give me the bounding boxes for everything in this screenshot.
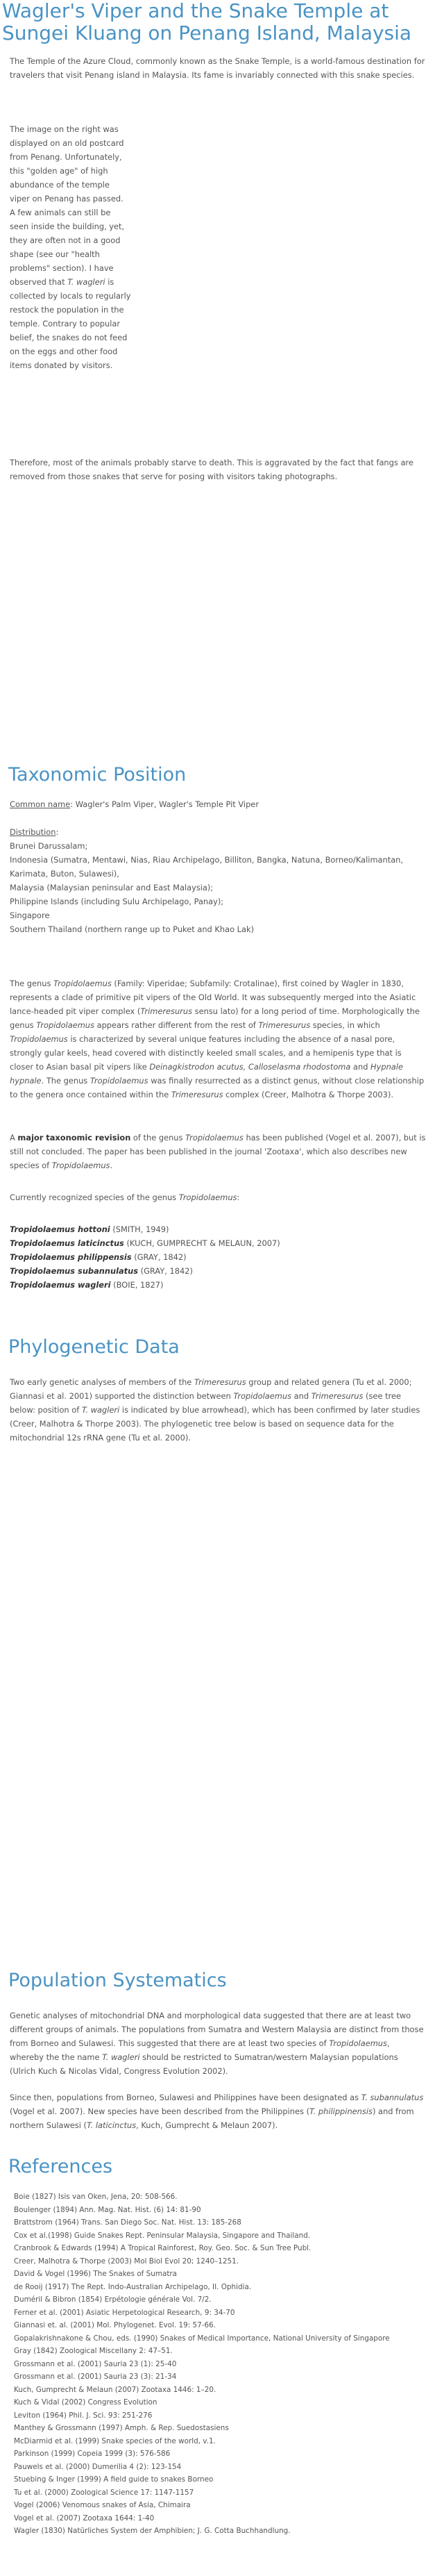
distribution-block: Distribution: Brunei Darussalam; Indonesia (Sumatra, Mentawi, Nias, Riau Archipelago, Billiton, Bangka, Natuna, Borneo/Kalimantan, Karimata, Buton, Sulawesi), Malaysia (Malaysian peninsular and East Malaysia); Philippine Islands (including Sulu Archipelago, Panay); Singapore Southern Thailand (northern range up to Puket and Khao Lak) bbox=[10, 825, 426, 936]
population-heading: Population Systematics bbox=[8, 1970, 227, 1991]
population-paragraph-1: Genetic analyses of mitochondrial DNA and morphological data suggested that there are at least two different groups of animals. The populations from Sumatra and Western Malaysia are distinct from those from Borneo and Sulawesi. This suggested that there are at least two species of Tropidolaemus, whereby the the name T. wagleri should be restricted to Sumatran/western Malaysian populations (Ulrich Kuch & Nicolas Vidal, Congress Evolution 2002). bbox=[10, 2011, 424, 2076]
references-list bbox=[14, 2191, 430, 2538]
reference-item: Manthey & Grossmann (1997) Amph. & Rep. Suedostasiens bbox=[14, 2424, 229, 2432]
common-name-line bbox=[10, 797, 426, 811]
reference-item: Gopalakrishnakone & Chou, eds. (1990) Snakes of Medical Importance, National University of Singapore bbox=[14, 2334, 390, 2343]
reference-item: Cranbrook & Edwards (1994) A Tropical Rainforest, Roy. Geo. Soc. & Sun Tree Publ. bbox=[14, 2244, 312, 2252]
common-name-label: Common name bbox=[10, 799, 71, 809]
references-section bbox=[0, 2156, 435, 2178]
photo-followup-text: Therefore, most of the animals probably starve to death. This is aggravated by the fact that fangs are removed from those snakes that serve for posing with visitors taking photographs. bbox=[10, 458, 413, 481]
recognized-paragraph: Currently recognized species of the genus Tropidolaemus: bbox=[10, 1193, 240, 1202]
species-item: Tropidolaemus hottoni (SMITH, 1949) bbox=[10, 1224, 169, 1234]
intro-paragraph bbox=[10, 54, 426, 82]
reference-item: Boie (1827) Isis van Oken, Jena, 20: 508-566. bbox=[14, 2193, 178, 2201]
photo-description bbox=[10, 122, 426, 372]
species-item: Tropidolaemus subannulatus (GRAY, 1842) bbox=[10, 1266, 193, 1276]
species-item: Tropidolaemus wagleri (BOIE, 1827) bbox=[10, 1280, 164, 1290]
reference-item: Gray (1842) Zoological Miscellany 2: 47–51. bbox=[14, 2347, 173, 2355]
phylogenetic-paragraph: Two early genetic analyses of members of the Trimeresurus group and related genera (Tu et al. 2000; Giannasi et al. 2001) supported the distinction between Tropidolaemus and Trimeresurus (see tree below: position of T. wagleri is indicated by blue arrowhead), which has been confirmed by later studies (Creer, Malhotra & Thorpe 2003). The phylogenetic tree below is based on sequence data for the mitochondrial 12s rRNA gene (Tu et al. 2000). bbox=[10, 1377, 420, 1443]
photo-followup bbox=[10, 456, 426, 483]
revision-paragraph: A major taxonomic revision of the genus Tropidolaemus has been published (Vogel et al. 2007), but is still not concluded. The paper has been published in the journal 'Zootaxa', which also describes new species of Tropidolaemus. bbox=[10, 1133, 426, 1170]
phylogenetic-heading: Phylogenetic Data bbox=[8, 1336, 180, 1358]
genus-paragraph: The genus Tropidolaemus (Family: Viperidae; Subfamily: Crotalinae), first coined by Wagler in 1830, represents a clade of primitive pit vipers of the Old World. It was subsequently merged into the Asiatic lance-headed pit viper complex (Trimeresurus sensu lato) for a long period of time. Morphologically the genus Tropidolaemus appears rather different from the rest of Trimeresurus species, in which Tropidolaemus is characterized by several unique features including the absence of a nasal pore, strongly gular keels, head covered with distinctly keeled small scales, and a hemipenis type that is closer to Asian basal pit vipers like Deinagkistrodon acutus, Calloselasma rhodostoma and Hypnale hypnale. The genus Tropidolaemus was finally resurrected as a distinct genus, without close relationship to the genera once contained within the Trimeresurus complex (Creer, Malhotra & Thorpe 2003). bbox=[10, 979, 425, 1099]
reference-item: Vogel (2006) Venomous snakes of Asia, Chimaira bbox=[14, 2501, 191, 2509]
reference-item: de Rooij (1917) The Rept. Indo-Australian Archipelago, II. Ophidia. bbox=[14, 2282, 252, 2291]
reference-item: Creer, Malhotra & Thorpe (2003) Mol Biol Evol 20; 1240–1251. bbox=[14, 2257, 239, 2266]
reference-item: Kuch & Vidal (2002) Congress Evolution bbox=[14, 2398, 157, 2407]
reference-item: Wagler (1830) Natürliches System der Amphibien; J. G. Cotta Buchhandlung. bbox=[14, 2527, 291, 2535]
reference-item: Vogel et al. (2007) Zootaxa 1644: 1-40 bbox=[14, 2513, 155, 2523]
reference-item: Tu et al. (2000) Zoological Science 17: 1147-1157 bbox=[14, 2488, 194, 2497]
reference-item: Grossmann et al. (2001) Sauria 23 (1): 25-40 bbox=[14, 2359, 177, 2368]
reference-item: Ferner et al. (2001) Asiatic Herpetological Research, 9: 34-70 bbox=[14, 2308, 235, 2317]
distribution-item: Malaysia (Malaysian peninsular and East Malaysia); bbox=[10, 883, 214, 892]
distribution-item: Southern Thailand (northern range up to Puket and Khao Lak) bbox=[10, 924, 255, 934]
reference-item: Boulenger (1894) Ann. Mag. Nat. Hist. (6) 14: 81-90 bbox=[14, 2205, 201, 2214]
distribution-label: Distribution bbox=[10, 827, 56, 837]
species-item: Tropidolaemus laticinctus (KUCH, GUMPRECHT & MELAUN, 2007) bbox=[10, 1238, 280, 1248]
reference-item: Grossmann et al. (2001) Sauria 23 (3): 21-34 bbox=[14, 2373, 177, 2381]
reference-item: Kuch, Gumprecht & Melaun (2007) Zootaxa 1446: 1–20. bbox=[14, 2385, 216, 2394]
species-item: Tropidolaemus philippensis (GRAY, 1842) bbox=[10, 1252, 187, 1262]
distribution-item: Singapore bbox=[10, 911, 50, 920]
species-list bbox=[10, 1222, 426, 1292]
reference-item: Brattstrom (1964) Trans. San Diego Soc. Nat. Hist. 13: 185-268 bbox=[14, 2218, 241, 2227]
reference-item: Stuebing & Inger (1999) A field guide to snakes Borneo bbox=[14, 2475, 214, 2484]
phylogenetic-section bbox=[0, 1336, 435, 1358]
intro-text: The Temple of the Azure Cloud, commonly known as the Snake Temple, is a world-famous destination for travelers that visit Penang island in Malaysia. Its fame is invariably connected with this snake species. bbox=[10, 56, 425, 80]
reference-item: Cox et al.(1998) Guide Snakes Rept. Peninsular Malaysia, Singapore and Thailand. bbox=[14, 2231, 311, 2240]
photo-text: The image on the right was displayed on an old postcard from Penang. Unfortunately, this "golden age" of high abundance of the temple viper on Penang has passed. A few animals can still be seen inside the building, yet, they are often not in a good shape (see our "health problems" section). I have observed that T. wagleri is collected by locals to regularly restock the population in the temple. Contrary to popular belief, the snakes do not feed on the eggs and other food items donated by visitors. bbox=[10, 124, 131, 370]
distribution-item: Philippine Islands (including Sulu Archipelago, Panay); bbox=[10, 897, 224, 906]
reference-item: Parkinson (1999) Copeia 1999 (3): 576-586 bbox=[14, 2450, 171, 2458]
references-heading: References bbox=[8, 2156, 113, 2177]
distribution-item: Indonesia (Sumatra, Mentawi, Nias, Riau Archipelago, Billiton, Bangka, Natuna, Borneo/Kalimantan, Karimata, Buton, Sulawesi), bbox=[10, 855, 404, 879]
distribution-item: Brunei Darussalam; bbox=[10, 841, 88, 851]
population-section bbox=[0, 1970, 435, 1992]
reference-item: David & Vogel (1996) The Snakes of Sumatra bbox=[14, 2270, 178, 2278]
common-name-value: : Wagler's Palm Viper, Wagler's Temple Pit Viper bbox=[70, 799, 259, 809]
reference-item: Leviton (1964) Phil. J. Sci. 93: 251-276 bbox=[14, 2411, 153, 2420]
taxonomic-section bbox=[0, 764, 435, 786]
page-title: Wagler's Viper and the Snake Temple at Sungei Kluang on Penang Island, Malaysia bbox=[2, 0, 412, 44]
reference-item: McDiarmid et al. (1999) Snake species of the world, v.1. bbox=[14, 2436, 216, 2445]
reference-item: Duméril & Bibron (1854) Erpétologie générale Vol. 7/2. bbox=[14, 2295, 212, 2304]
reference-item: Pauwels et al. (2000) Dumerilia 4 (2): 123-154 bbox=[14, 2462, 182, 2471]
reference-item: Giannasi et. al. (2001) Mol. Phylogenet. Evol. 19: 57-66. bbox=[14, 2321, 216, 2329]
population-paragraph-2: Since then, populations from Borneo, Sulawesi and Philippines have been designated as T. subannulatus (Vogel et al. 2007). New species have been described from the Philippines (T. philippinensis) and from northern Sulawesi (T. laticinctus, Kuch, Gumprecht & Melaun 2007). bbox=[10, 2093, 424, 2130]
title-section bbox=[0, 0, 435, 44]
taxonomic-heading: Taxonomic Position bbox=[8, 764, 187, 786]
